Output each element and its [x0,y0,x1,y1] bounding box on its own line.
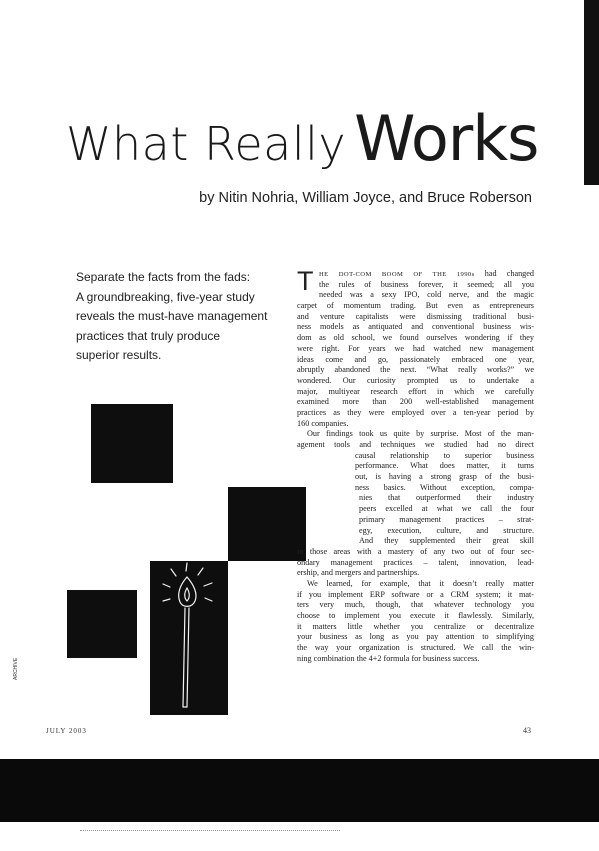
illustration-block-2 [228,487,306,561]
body-line: causal relationship to superior business [355,450,534,460]
body-line: your business as long as you pay attention to simplifying [297,632,534,642]
body-line [297,269,534,280]
body-line: examined more than 200 well-established management [297,397,534,407]
body-line: the rules of business forever, it seemed; all you [319,279,534,289]
body-line: Our findings took us quite by surprise. Most of the man- [307,429,534,439]
body-text [297,266,534,664]
deck [76,268,276,366]
body-line: egy, execution, culture, and structure. [359,525,534,535]
body-line: abruptly abandoned the next. “What really works?” we [297,365,534,375]
issue-date: JULY 2003 [46,727,87,735]
illustration-block-1 [91,404,173,483]
body-line: practices as they were employed over a ten-year period by [297,407,534,417]
illustration-block-3 [67,590,137,658]
title-part1: What Really [66,117,347,171]
body-line: ness basics. Without exception, compa- [355,482,534,492]
body-line: And they supplemented their great skill [359,536,534,546]
byline: by Nitin Nohria, William Joyce, and Bruce Roberson [199,190,532,206]
body-line: wondered. Our curiosity prompted us to undertake a [297,375,534,385]
deck-line: practices that truly produce [76,328,221,343]
body-line: We learned, for example, that it doesn’t really matter [307,578,534,588]
title-part2: Works [354,102,539,175]
deck-line: A groundbreaking, five-year study [76,289,255,304]
body-line: the way your organization is structured. We call the win- [297,643,534,653]
page-number: 43 [523,726,531,735]
body-line: 160 companies. [297,418,349,428]
body-line: in those areas with a mastery of any two out of four sec- [297,546,534,556]
edge-bar [584,0,599,185]
body-line: ership, and mergers and partnerships. [297,568,420,578]
body-line: nies that outperformed their industry [359,493,534,503]
body-line: out, is having a strong grasp of the busi- [355,472,534,482]
opening-smallcaps: HE DOT-COM BOOM OF THE 1990s [319,271,475,278]
body-line: and venture capitalists were dismissing traditional busi- [297,311,534,321]
body-line: peers excelled at what we call the four [359,504,534,514]
body-line: ness models as antiquated and conventional business wis- [297,322,534,332]
illustration-credit: ARCHIVE [13,657,19,680]
deck-line: Separate the facts from the fads: [76,270,251,284]
body-line: major, multiyear research effort in which we carefully [297,386,534,396]
opening-rest: had changed [474,269,534,278]
body-line: ning combination the 4+2 formula for business success. [297,653,480,663]
deck-line: reveals the must-have management [76,309,268,323]
body-line: were right. For years we had watched new management [297,343,534,353]
body-line: it matters little whether you centralize or decentralize [297,621,534,631]
deck-line: superior results. [76,348,162,362]
body-line: carpet of momentum trading. But even as entrepreneurs [297,301,534,311]
body-line: primary management practices – strat- [359,514,534,524]
body-line: agement tools and techniques we studied had no direct [297,440,534,449]
scan-artifact [80,830,340,833]
body-line: performance. What does matter, it turns [355,461,534,471]
lit-match-icon [150,561,228,715]
body-line: needed was a sexy IPO, cold nerve, and the magic [319,290,534,300]
body-line: ondary management practices – talent, innovation, lead- [297,557,534,567]
body-line: choose to implement you execute it flawlessly. Similarly, [297,611,534,620]
match-illustration [150,561,228,715]
article-title [66,102,539,175]
body-line: ters very much, though, that whatever technology you [297,600,534,610]
body-line: if you implement ERP software or a CRM system; it mat- [297,589,534,599]
footer-bar [0,759,599,822]
body-line: ideas come and go, passionately embraced one year, [297,354,534,364]
body-line: dom as old school, we found ourselves wondering if they [297,333,534,343]
drop-cap: T [297,266,314,296]
